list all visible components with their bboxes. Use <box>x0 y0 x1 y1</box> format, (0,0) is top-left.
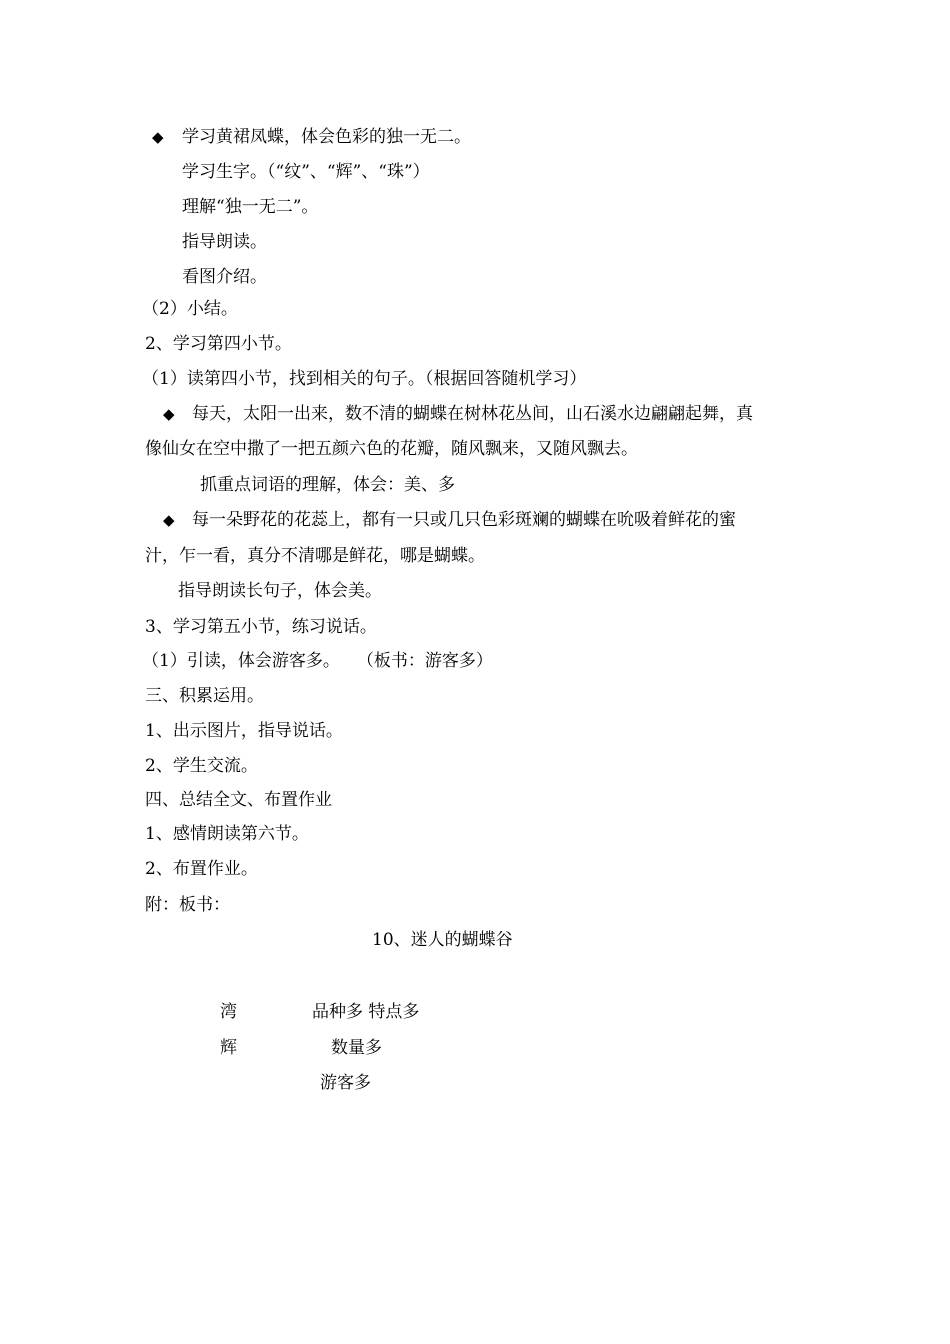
text-line: 指导朗读。 <box>182 232 267 252</box>
text-line: 像仙女在空中撒了一把五颜六色的花瓣，随风飘来，又随风飘去。 <box>145 439 638 459</box>
diamond-bullet-icon: ◆ <box>163 511 175 529</box>
text-line: 汁，乍一看，真分不清哪是鲜花，哪是蝴蝶。 <box>145 546 485 566</box>
board-left-word: 辉 <box>220 1038 237 1058</box>
bullet-line-2: ◆ 每天，太阳一出来，数不清的蝴蝶在树林花丛间，山石溪水边翩翩起舞，真 <box>163 404 753 424</box>
section-heading: 3、学习第五小节，练习说话。 <box>145 617 377 637</box>
text-line: 1、感情朗读第六节。 <box>145 824 309 844</box>
board-left-word: 湾 <box>220 1002 237 1022</box>
text-line: 1、出示图片，指导说话。 <box>145 721 343 741</box>
bullet-line-3: ◆ 每一朵野花的花蕊上，都有一只或几只色彩斑斓的蝴蝶在吮吸着鲜花的蜜 <box>163 510 736 530</box>
text-line: 附：板书： <box>145 895 230 915</box>
text-line: 2、学生交流。 <box>145 756 258 776</box>
text-line: 抓重点词语的理解，体会：美、多 <box>200 475 455 495</box>
board-title: 10、迷人的蝴蝶谷 <box>372 930 513 950</box>
section-heading: 2、学习第四小节。 <box>145 334 292 354</box>
text-line: 看图介绍。 <box>182 267 267 287</box>
text-line: 学习生字。（“纹”、“辉”、“珠”） <box>182 162 430 182</box>
text-line: （1）读第四小节，找到相关的句子。（根据回答随机学习） <box>142 369 587 389</box>
diamond-bullet-icon: ◆ <box>163 405 175 423</box>
text-line: （2）小结。 <box>142 299 238 319</box>
bullet-line-1: ◆ 学习黄裙凤蝶，体会色彩的独一无二。 <box>152 127 471 147</box>
text-line: （1）引读，体会游客多。 （板书：游客多） <box>142 651 493 671</box>
text-line: 理解“独一无二”。 <box>182 197 319 217</box>
section-heading: 四、总结全文、布置作业 <box>145 790 332 810</box>
section-heading: 三、积累运用。 <box>145 686 264 706</box>
diamond-bullet-icon: ◆ <box>152 128 164 146</box>
board-right-item: 数量多 <box>331 1038 382 1058</box>
text-line: 2、布置作业。 <box>145 859 258 879</box>
text-line: 指导朗读长句子，体会美。 <box>178 581 382 601</box>
board-right-item: 品种多 特点多 <box>312 1002 420 1022</box>
board-right-item: 游客多 <box>320 1073 371 1093</box>
